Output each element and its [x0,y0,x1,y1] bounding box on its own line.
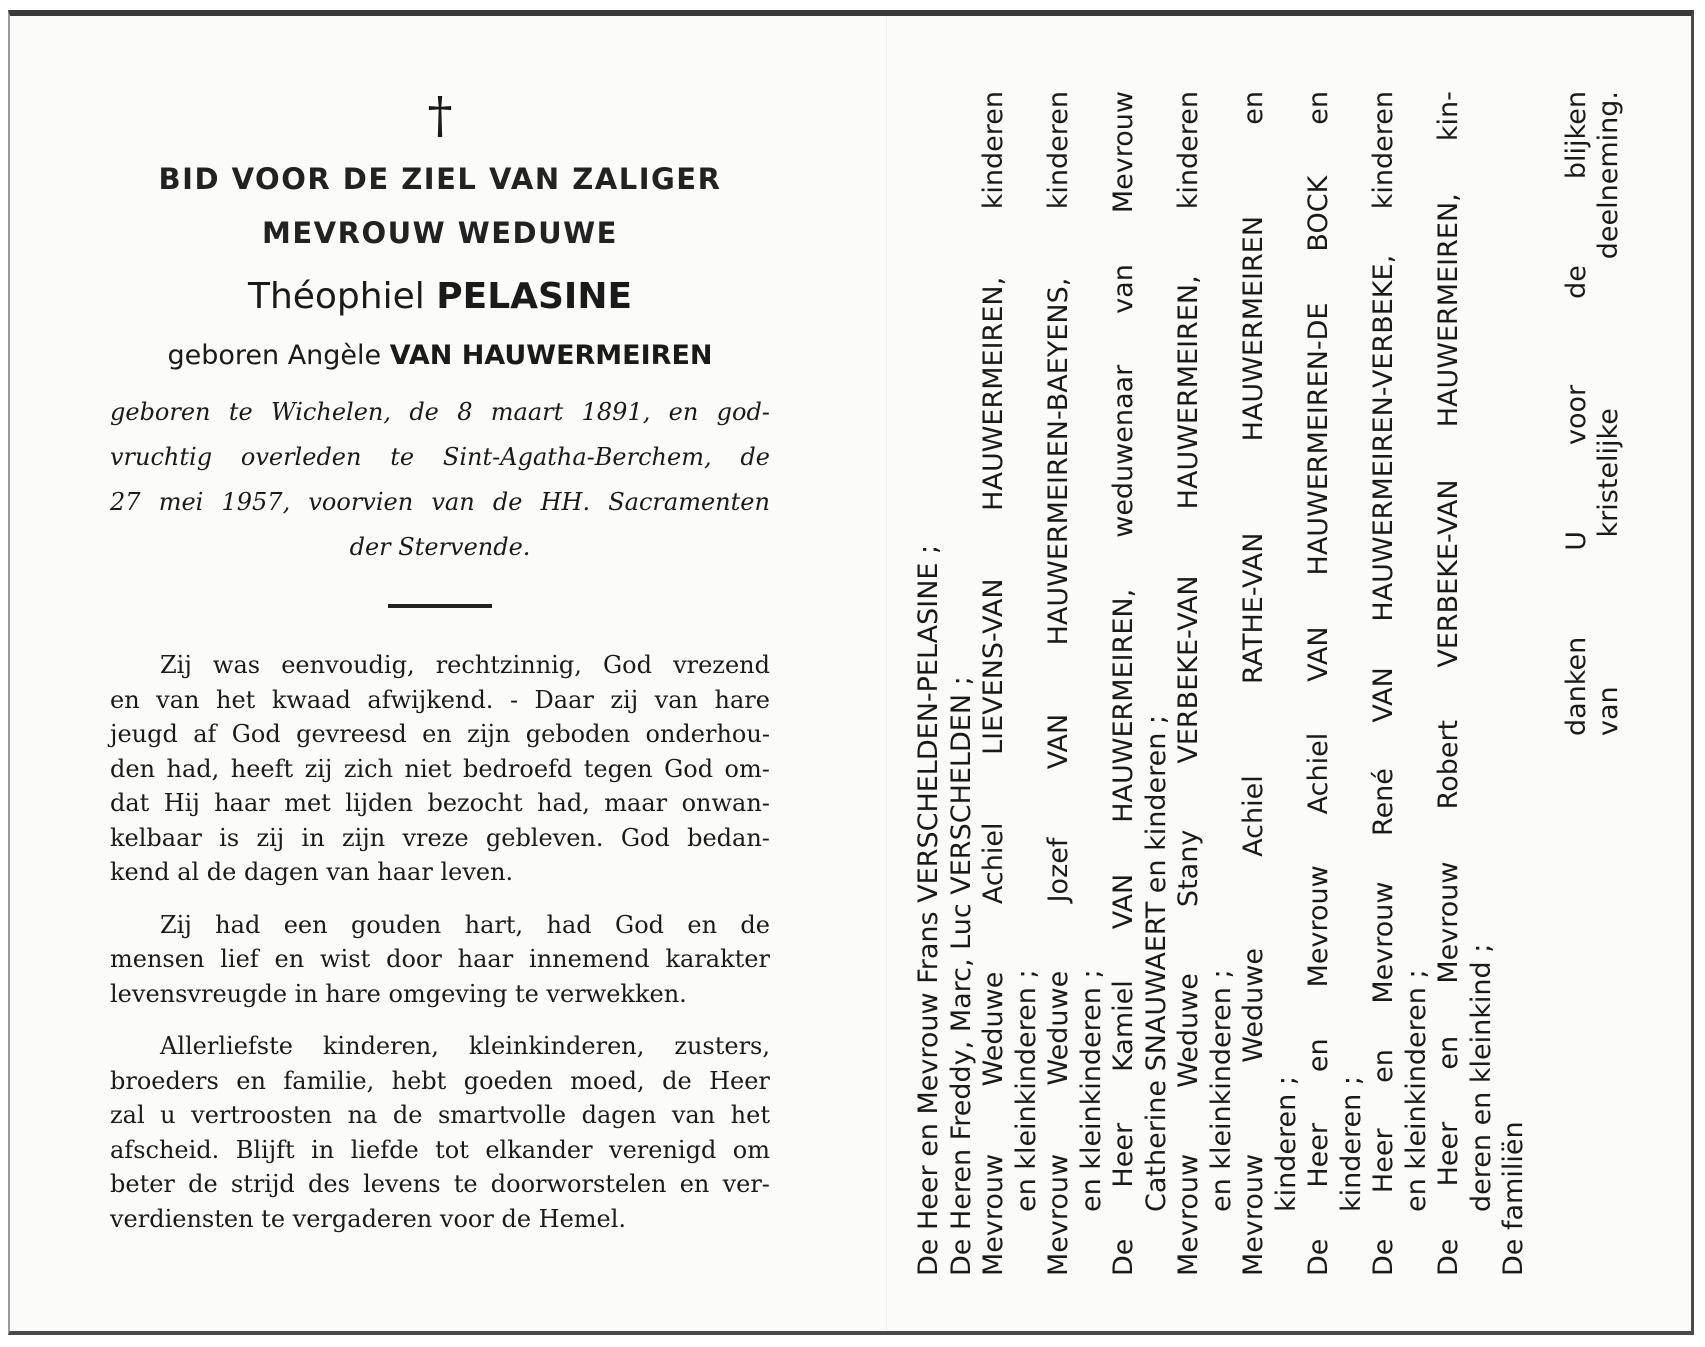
family-line: De Heer en Mevrouw Frans VERSCHELDEN-PELASINE ; [913,544,944,1276]
deceased-last-name: PELASINE [436,276,633,317]
family-line: De Heer en Mevrouw Achiel VAN HAUWERMEIREN-DE BOCK en [1303,91,1334,1276]
thanks-line: danken U voor de blijken [1560,91,1592,736]
birth-death-dates [110,390,770,570]
maiden-name [110,330,770,382]
family-line: De familiën [1498,1121,1529,1276]
deceased-name [110,264,770,330]
paragraph-line: den had, heeft zij zich niet bedroefd tegen God om- [110,754,770,783]
paragraph-line: broeders en familie, hebt goeden moed, de Heer [110,1066,770,1095]
family-line: Mevrouw Weduwe Jozef VAN HAUWERMEIREN-BAEYENS, kinderen [1043,91,1074,1276]
eulogy-paragraph [110,1029,770,1236]
paragraph-line: levensvreugde in hare omgeving te verwekken. [110,979,687,1008]
cross-icon: † [427,86,453,144]
paragraph-line: jeugd af God gevreesd en zijn geboden onderhou- [110,720,770,748]
paragraph-line: verdiensten te vergaderen voor de Hemel. [110,1204,627,1233]
dates-line: 27 mei 1957, voorvien van de HH. Sacramenten [110,488,770,516]
prayer-heading: BID VOOR DE ZIEL VAN ZALIGER [158,162,722,196]
memorial-card [8,10,1694,1335]
family-line: kinderen ; [1335,1076,1367,1212]
deceased-first-name: Théophiel [247,276,425,317]
paragraph-line: mensen lief en wist door haar innemend karakter [110,945,770,973]
family-line: en kleinkinderen ; [1205,969,1237,1212]
family-lines [913,91,1531,1276]
right-panel [913,91,1633,1276]
card-fold [886,16,887,1331]
family-line: De Heer en Mevrouw Robert VERBEKE-VAN HAUWERMEIREN, kin- [1433,91,1464,1276]
eulogy-paragraph [110,908,770,1012]
family-line: De Heer en Mevrouw René VAN HAUWERMEIREN-VERBEKE, kinderen [1368,91,1399,1276]
maiden-surname: VAN HAUWERMEIREN [389,340,713,371]
family-line: en kleinkinderen ; [1075,969,1107,1212]
family-line: Mevrouw Weduwe Achiel RATHE-VAN HAUWERMEIREN en [1238,91,1269,1276]
paragraph-line: afscheid. Blijft in liefde tot elkander verenigd om [110,1135,770,1164]
maiden-prefix: geboren Angèle [167,340,382,371]
thanks-text [1561,91,1626,1276]
paragraph-line: beter de strijd des levens te doorworstelen en ver- [110,1170,770,1198]
eulogy-paragraph [110,648,770,890]
dates-line: geboren te Wichelen, de 8 maart 1891, en god- [110,398,770,426]
family-line: deren en kleinkind ; [1465,943,1497,1212]
paragraph-line: kelbaar is zij in zijn vreze gebleven. God bedan- [110,823,770,852]
paragraph-line: Zij was eenvoudig, rechtzinnig, God vrezend [160,651,770,679]
paragraph-line: dat Hij haar met lijden bezocht had, maar onwan- [110,789,770,817]
left-panel [110,86,770,1254]
family-line: en kleinkinderen ; [1010,969,1042,1212]
thanks-line: van kristelijke deelneming. [1593,91,1624,736]
family-list [913,91,1633,1276]
family-line: Mevrouw Weduwe Stany VERBEKE-VAN HAUWERMEIREN, kinderen [1173,91,1204,1276]
family-line: De Heer Kamiel VAN HAUWERMEIREN, weduwenaar van Mevrouw [1108,91,1139,1276]
paragraph-line: kend al de dagen van haar leven. [110,858,514,886]
paragraph-line: Allerliefste kinderen, kleinkinderen, zusters, [160,1032,770,1060]
widow-heading: MEVROUW WEDUWE [262,216,618,250]
eulogy-text [110,648,770,1236]
family-line: en kleinkinderen ; [1400,969,1432,1212]
paragraph-line: Zij had een gouden hart, had God en de [160,910,770,939]
dates-line: vruchtig overleden te Sint-Agatha-Berchem, de [110,443,770,471]
family-line: Catherine SNAUWAERT en kinderen ; [1140,714,1172,1212]
dates-line: der Stervende. [349,533,531,561]
paragraph-line: en van het kwaad afwijkend. - Daar zij van hare [110,685,770,714]
family-line: De Heren Freddy, Marc, Luc VERSCHELDEN ; [945,676,977,1276]
family-line: kinderen ; [1270,1076,1302,1212]
divider [388,604,492,608]
family-line: Mevrouw Weduwe Achiel LIEVENS-VAN HAUWERMEIREN, kinderen [978,91,1009,1276]
paragraph-line: zal u vertroosten na de smartvolle dagen van het [110,1101,770,1129]
